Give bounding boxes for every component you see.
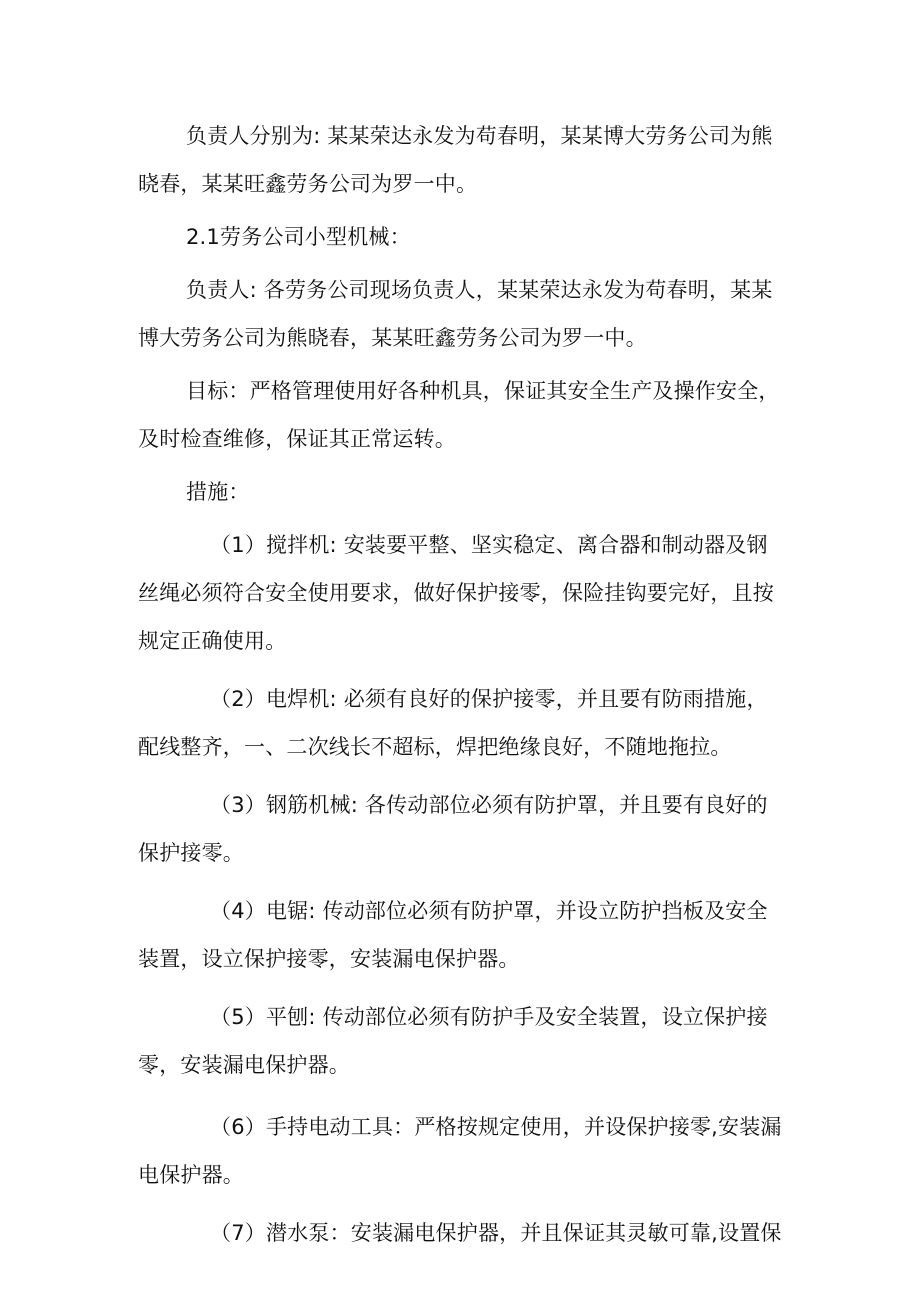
list-item-hand-tools: （6）手持电动工具：严格按规定使用，并设保护接零,安装漏电保护器。: [138, 1115, 782, 1187]
paragraph-responsible-person: 负责人: 各劳务公司现场负责人，某某荣达永发为苟春明，某某博大劳务公司为熊晓春，某某旺鑫劳务公司为罗一中。: [138, 278, 773, 350]
paragraph-goal: 目标：严格管理使用好各种机具，保证其安全生产及操作安全，及时检查维修，保证其正常运转。: [138, 379, 780, 451]
list-item-mixer: （1）搅拌机: 安装要平整、坚实稳定、离合器和制动器及钢丝绳必须符合安全使用要求，做好保护接零，保险挂钩要完好，且按规定正确使用。: [138, 533, 774, 653]
list-item-submersible-pump: （7）潜水泵：安装漏电保护器，并且保证其灵敏可靠,设置保: [210, 1221, 782, 1245]
list-item-rebar-machinery: （3）钢筋机械: 各传动部位必须有防护罩，并且要有良好的保护接零。: [138, 793, 768, 865]
section-heading-small-machinery: 2.1劳务公司小型机械：: [186, 225, 411, 249]
paragraph-measures-heading: 措施：: [186, 480, 250, 504]
list-item-planer: （5）平刨: 传动部位必须有防护手及安全装置，设立保护接零，安装漏电保护器。: [138, 1005, 768, 1077]
list-item-electric-saw: （4）电锯: 传动部位必须有防护罩，并设立防护挡板及安全装置，设立保护接零，安装漏电保护器。: [138, 899, 768, 971]
paragraph-responsible-persons: 负责人分别为: 某某荣达永发为苟春明，某某博大劳务公司为熊晓春，某某旺鑫劳务公司为罗一中。: [138, 124, 773, 196]
document-body: [138, 112, 788, 1257]
list-item-welder: （2）电焊机: 必须有良好的保护接零，并且要有防雨措施，配线整齐，一、二次线长不超标，焊把绝缘良好，不随地拖拉。: [138, 687, 768, 759]
